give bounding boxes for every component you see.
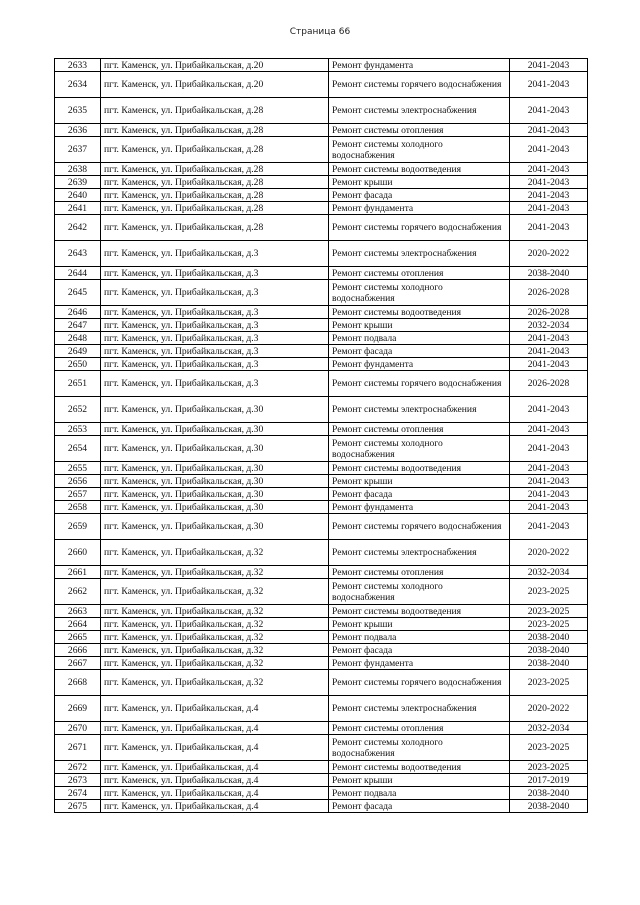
table-row: [55, 280, 588, 306]
row-address: пгт. Каменск, ул. Прибайкальская, д.32: [101, 670, 329, 696]
row-address: пгт. Каменск, ул. Прибайкальская, д.4: [101, 774, 329, 787]
row-number: 2655: [55, 462, 101, 475]
table-row: [55, 774, 588, 787]
row-period: 2041-2043: [510, 345, 588, 358]
row-period: 2041-2043: [510, 72, 588, 98]
row-number: 2642: [55, 215, 101, 241]
row-address: пгт. Каменск, ул. Прибайкальская, д.32: [101, 657, 329, 670]
row-address: пгт. Каменск, ул. Прибайкальская, д.28: [101, 215, 329, 241]
table-row: [55, 345, 588, 358]
row-period: 2023-2025: [510, 579, 588, 605]
row-number: 2645: [55, 280, 101, 306]
table-row: [55, 670, 588, 696]
table-row: [55, 800, 588, 813]
row-address: пгт. Каменск, ул. Прибайкальская, д.4: [101, 696, 329, 722]
table-row: [55, 59, 588, 72]
row-number: 2665: [55, 631, 101, 644]
row-period: 2041-2043: [510, 163, 588, 176]
row-work-type: Ремонт крыши: [329, 774, 510, 787]
row-work-type: Ремонт фундамента: [329, 501, 510, 514]
row-work-type: Ремонт системы отопления: [329, 566, 510, 579]
row-number: 2650: [55, 358, 101, 371]
row-address: пгт. Каменск, ул. Прибайкальская, д.20: [101, 72, 329, 98]
row-work-type: Ремонт системы электроснабжения: [329, 397, 510, 423]
row-address: пгт. Каменск, ул. Прибайкальская, д.30: [101, 397, 329, 423]
table-row: [55, 696, 588, 722]
table-row: [55, 579, 588, 605]
row-address: пгт. Каменск, ул. Прибайкальская, д.3: [101, 306, 329, 319]
row-number: 2647: [55, 319, 101, 332]
row-address: пгт. Каменск, ул. Прибайкальская, д.30: [101, 488, 329, 501]
table-row: [55, 618, 588, 631]
row-period: 2041-2043: [510, 59, 588, 72]
table-row: [55, 631, 588, 644]
row-period: 2041-2043: [510, 137, 588, 163]
row-number: 2654: [55, 436, 101, 462]
table-row: [55, 397, 588, 423]
row-number: 2637: [55, 137, 101, 163]
row-work-type: Ремонт крыши: [329, 475, 510, 488]
page-header: Страница 66: [289, 27, 351, 37]
row-period: 2032-2034: [510, 566, 588, 579]
table-row: [55, 98, 588, 124]
table-row: [55, 540, 588, 566]
table-row: [55, 514, 588, 540]
row-work-type: Ремонт системы электроснабжения: [329, 696, 510, 722]
row-address: пгт. Каменск, ул. Прибайкальская, д.30: [101, 501, 329, 514]
row-period: 2020-2022: [510, 241, 588, 267]
row-number: 2661: [55, 566, 101, 579]
row-number: 2664: [55, 618, 101, 631]
row-period: 2041-2043: [510, 397, 588, 423]
row-address: пгт. Каменск, ул. Прибайкальская, д.3: [101, 241, 329, 267]
row-address: пгт. Каменск, ул. Прибайкальская, д.32: [101, 631, 329, 644]
row-work-type: Ремонт системы водоотведения: [329, 761, 510, 774]
row-period: 2023-2025: [510, 761, 588, 774]
table-row: [55, 332, 588, 345]
row-work-type: Ремонт системы отопления: [329, 124, 510, 137]
row-number: 2672: [55, 761, 101, 774]
table-row: [55, 423, 588, 436]
row-work-type: Ремонт крыши: [329, 319, 510, 332]
row-period: 2041-2043: [510, 124, 588, 137]
row-work-type: Ремонт системы отопления: [329, 423, 510, 436]
row-number: 2670: [55, 722, 101, 735]
row-number: 2667: [55, 657, 101, 670]
row-number: 2669: [55, 696, 101, 722]
row-period: 2041-2043: [510, 215, 588, 241]
row-work-type: Ремонт фасада: [329, 189, 510, 202]
table-row: [55, 189, 588, 202]
row-number: 2638: [55, 163, 101, 176]
row-address: пгт. Каменск, ул. Прибайкальская, д.28: [101, 202, 329, 215]
row-work-type: Ремонт крыши: [329, 176, 510, 189]
row-period: 2041-2043: [510, 475, 588, 488]
row-period: 2020-2022: [510, 540, 588, 566]
row-period: 2023-2025: [510, 618, 588, 631]
row-address: пгт. Каменск, ул. Прибайкальская, д.20: [101, 59, 329, 72]
row-address: пгт. Каменск, ул. Прибайкальская, д.4: [101, 722, 329, 735]
row-address: пгт. Каменск, ул. Прибайкальская, д.30: [101, 514, 329, 540]
row-number: 2674: [55, 787, 101, 800]
table-row: [55, 306, 588, 319]
row-work-type: Ремонт системы холодного водоснабжения: [329, 579, 510, 605]
table-row: [55, 215, 588, 241]
row-address: пгт. Каменск, ул. Прибайкальская, д.30: [101, 423, 329, 436]
row-address: пгт. Каменск, ул. Прибайкальская, д.30: [101, 436, 329, 462]
row-number: 2651: [55, 371, 101, 397]
row-number: 2636: [55, 124, 101, 137]
row-work-type: Ремонт фундамента: [329, 59, 510, 72]
row-address: пгт. Каменск, ул. Прибайкальская, д.32: [101, 605, 329, 618]
row-work-type: Ремонт системы горячего водоснабжения: [329, 371, 510, 397]
row-period: 2041-2043: [510, 436, 588, 462]
row-work-type: Ремонт фасада: [329, 488, 510, 501]
row-number: 2652: [55, 397, 101, 423]
table-row: [55, 761, 588, 774]
row-address: пгт. Каменск, ул. Прибайкальская, д.30: [101, 462, 329, 475]
row-address: пгт. Каменск, ул. Прибайкальская, д.4: [101, 735, 329, 761]
row-period: 2038-2040: [510, 800, 588, 813]
row-work-type: Ремонт фасада: [329, 345, 510, 358]
row-work-type: Ремонт системы горячего водоснабжения: [329, 72, 510, 98]
row-address: пгт. Каменск, ул. Прибайкальская, д.32: [101, 618, 329, 631]
row-number: 2633: [55, 59, 101, 72]
row-work-type: Ремонт системы холодного водоснабжения: [329, 137, 510, 163]
row-work-type: Ремонт фундамента: [329, 657, 510, 670]
row-address: пгт. Каменск, ул. Прибайкальская, д.4: [101, 800, 329, 813]
row-work-type: Ремонт системы водоотведения: [329, 306, 510, 319]
row-work-type: Ремонт системы электроснабжения: [329, 98, 510, 124]
row-period: 2041-2043: [510, 189, 588, 202]
row-number: 2657: [55, 488, 101, 501]
row-address: пгт. Каменск, ул. Прибайкальская, д.3: [101, 332, 329, 345]
row-work-type: Ремонт подвала: [329, 787, 510, 800]
row-work-type: Ремонт фасада: [329, 800, 510, 813]
row-period: 2041-2043: [510, 462, 588, 475]
table-row: [55, 137, 588, 163]
row-number: 2648: [55, 332, 101, 345]
table-row: [55, 176, 588, 189]
works-table-body: [55, 59, 588, 813]
row-number: 2675: [55, 800, 101, 813]
row-number: 2666: [55, 644, 101, 657]
row-period: 2023-2025: [510, 735, 588, 761]
row-period: 2041-2043: [510, 358, 588, 371]
row-number: 2662: [55, 579, 101, 605]
row-number: 2643: [55, 241, 101, 267]
row-address: пгт. Каменск, ул. Прибайкальская, д.32: [101, 566, 329, 579]
row-number: 2658: [55, 501, 101, 514]
row-number: 2656: [55, 475, 101, 488]
row-period: 2041-2043: [510, 202, 588, 215]
table-row: [55, 657, 588, 670]
row-period: 2041-2043: [510, 98, 588, 124]
row-address: пгт. Каменск, ул. Прибайкальская, д.30: [101, 475, 329, 488]
row-period: 2023-2025: [510, 605, 588, 618]
row-work-type: Ремонт фасада: [329, 644, 510, 657]
row-number: 2653: [55, 423, 101, 436]
row-work-type: Ремонт фундамента: [329, 358, 510, 371]
row-period: 2038-2040: [510, 787, 588, 800]
row-address: пгт. Каменск, ул. Прибайкальская, д.28: [101, 176, 329, 189]
table-row: [55, 241, 588, 267]
row-number: 2640: [55, 189, 101, 202]
row-number: 2673: [55, 774, 101, 787]
row-period: 2041-2043: [510, 423, 588, 436]
table-row: [55, 319, 588, 332]
row-period: 2020-2022: [510, 696, 588, 722]
row-address: пгт. Каменск, ул. Прибайкальская, д.3: [101, 280, 329, 306]
table-row: [55, 488, 588, 501]
table-row: [55, 124, 588, 137]
works-table: [54, 58, 588, 813]
row-work-type: Ремонт системы холодного водоснабжения: [329, 735, 510, 761]
row-address: пгт. Каменск, ул. Прибайкальская, д.4: [101, 761, 329, 774]
row-work-type: Ремонт системы водоотведения: [329, 605, 510, 618]
row-period: 2038-2040: [510, 644, 588, 657]
row-number: 2639: [55, 176, 101, 189]
row-period: 2038-2040: [510, 631, 588, 644]
row-work-type: Ремонт системы горячего водоснабжения: [329, 514, 510, 540]
row-work-type: Ремонт системы холодного водоснабжения: [329, 436, 510, 462]
row-address: пгт. Каменск, ул. Прибайкальская, д.3: [101, 267, 329, 280]
row-address: пгт. Каменск, ул. Прибайкальская, д.28: [101, 189, 329, 202]
table-row: [55, 358, 588, 371]
row-number: 2668: [55, 670, 101, 696]
table-row: [55, 735, 588, 761]
row-address: пгт. Каменск, ул. Прибайкальская, д.32: [101, 644, 329, 657]
table-row: [55, 163, 588, 176]
row-number: 2646: [55, 306, 101, 319]
row-number: 2649: [55, 345, 101, 358]
table-row: [55, 462, 588, 475]
row-work-type: Ремонт фундамента: [329, 202, 510, 215]
row-number: 2635: [55, 98, 101, 124]
table-row: [55, 501, 588, 514]
row-address: пгт. Каменск, ул. Прибайкальская, д.28: [101, 163, 329, 176]
row-work-type: Ремонт системы отопления: [329, 722, 510, 735]
row-address: пгт. Каменск, ул. Прибайкальская, д.32: [101, 540, 329, 566]
row-number: 2663: [55, 605, 101, 618]
row-address: пгт. Каменск, ул. Прибайкальская, д.28: [101, 124, 329, 137]
row-period: 2041-2043: [510, 332, 588, 345]
row-work-type: Ремонт системы водоотведения: [329, 163, 510, 176]
row-address: пгт. Каменск, ул. Прибайкальская, д.28: [101, 98, 329, 124]
row-work-type: Ремонт системы горячего водоснабжения: [329, 215, 510, 241]
row-work-type: Ремонт системы горячего водоснабжения: [329, 670, 510, 696]
row-number: 2659: [55, 514, 101, 540]
row-period: 2032-2034: [510, 722, 588, 735]
row-period: 2026-2028: [510, 280, 588, 306]
table-row: [55, 436, 588, 462]
row-address: пгт. Каменск, ул. Прибайкальская, д.3: [101, 371, 329, 397]
row-address: пгт. Каменск, ул. Прибайкальская, д.4: [101, 787, 329, 800]
row-number: 2644: [55, 267, 101, 280]
row-work-type: Ремонт системы электроснабжения: [329, 241, 510, 267]
row-period: 2038-2040: [510, 657, 588, 670]
table-row: [55, 644, 588, 657]
row-work-type: Ремонт крыши: [329, 618, 510, 631]
table-row: [55, 267, 588, 280]
row-period: 2041-2043: [510, 176, 588, 189]
row-work-type: Ремонт системы водоотведения: [329, 462, 510, 475]
row-period: 2041-2043: [510, 514, 588, 540]
row-address: пгт. Каменск, ул. Прибайкальская, д.3: [101, 358, 329, 371]
row-period: 2038-2040: [510, 267, 588, 280]
row-address: пгт. Каменск, ул. Прибайкальская, д.32: [101, 579, 329, 605]
row-number: 2660: [55, 540, 101, 566]
row-period: 2026-2028: [510, 371, 588, 397]
row-number: 2634: [55, 72, 101, 98]
table-row: [55, 787, 588, 800]
row-work-type: Ремонт подвала: [329, 332, 510, 345]
table-row: [55, 72, 588, 98]
row-address: пгт. Каменск, ул. Прибайкальская, д.3: [101, 345, 329, 358]
row-period: 2032-2034: [510, 319, 588, 332]
table-row: [55, 722, 588, 735]
row-address: пгт. Каменск, ул. Прибайкальская, д.3: [101, 319, 329, 332]
row-number: 2671: [55, 735, 101, 761]
table-row: [55, 475, 588, 488]
row-work-type: Ремонт системы электроснабжения: [329, 540, 510, 566]
row-period: 2041-2043: [510, 501, 588, 514]
table-row: [55, 605, 588, 618]
row-period: 2017-2019: [510, 774, 588, 787]
row-work-type: Ремонт системы холодного водоснабжения: [329, 280, 510, 306]
row-work-type: Ремонт системы отопления: [329, 267, 510, 280]
row-work-type: Ремонт подвала: [329, 631, 510, 644]
table-row: [55, 202, 588, 215]
table-row: [55, 566, 588, 579]
row-number: 2641: [55, 202, 101, 215]
row-address: пгт. Каменск, ул. Прибайкальская, д.28: [101, 137, 329, 163]
row-period: 2026-2028: [510, 306, 588, 319]
row-period: 2023-2025: [510, 670, 588, 696]
table-row: [55, 371, 588, 397]
row-period: 2041-2043: [510, 488, 588, 501]
